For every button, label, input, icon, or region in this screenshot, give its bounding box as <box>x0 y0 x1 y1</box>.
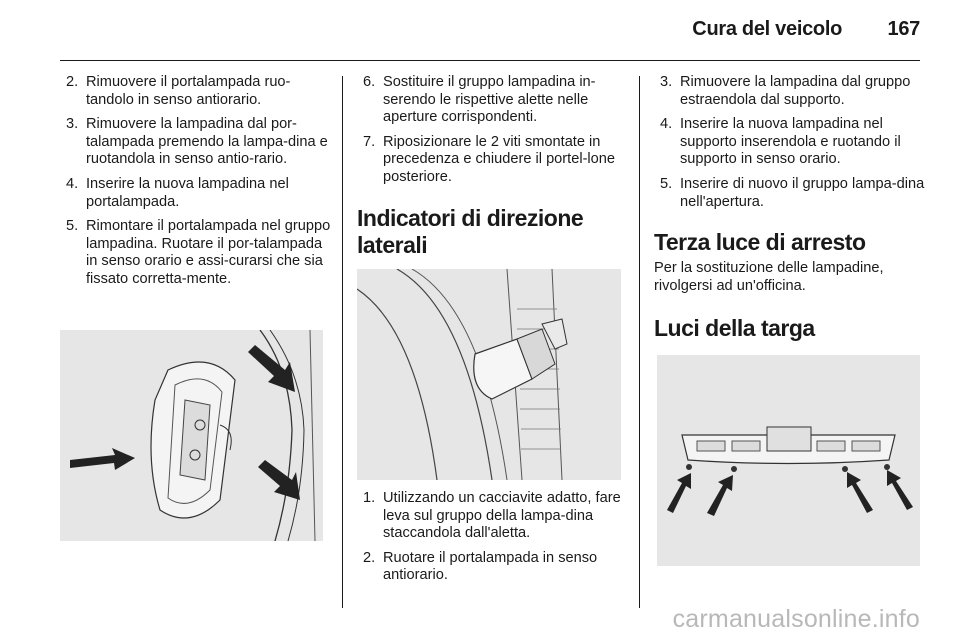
steps-list-col1 <box>60 74 332 289</box>
steps-list-col2-bottom <box>357 490 631 585</box>
list-item: 1. Utilizzando un cacciavite adatto, fare leva sul gruppo della lampa-dina staccandola dall'aletta. <box>363 490 621 542</box>
column-2-bottom <box>357 490 631 592</box>
section-title: Cura del veicolo <box>692 18 842 40</box>
heading-license-plate-lights: Luci della targa <box>654 315 815 342</box>
figure-license-plate-lights <box>657 355 920 566</box>
brake-light-text: Per la sostituzione delle lampadine, rivolgersi ad un'officina. <box>654 260 884 294</box>
page-header <box>60 14 920 48</box>
list-item: 5. Inserire di nuovo il gruppo lampa-dina nell'apertura. <box>660 175 925 210</box>
header-rule <box>60 60 920 61</box>
heading-third-brake-light: Terza luce di arresto <box>654 229 866 256</box>
list-item: 4. Inserire la nuova lampadina nel portalampada. <box>66 175 289 210</box>
list-item: 2. Rimuovere il portalampada ruo-tandolo in senso antiorario. <box>66 74 291 108</box>
list-item: 7. Riposizionare le 2 viti smontate in precedenza e chiudere il portel-lone posteriore. <box>363 133 616 185</box>
figure-rear-lamp <box>60 330 323 541</box>
list-item: 5. Rimontare il portalampada nel gruppo lampadina. Ruotare il por-talampada in senso orario e assi-curarsi che sia fissato corretta-mente. <box>66 218 331 287</box>
column-3 <box>654 74 930 342</box>
column-1 <box>60 74 332 296</box>
column-2 <box>357 74 631 259</box>
list-item: 4. Inserire la nuova lampadina nel supporto inserendola e ruotando il supporto in senso orario. <box>660 116 901 168</box>
page-number: 167 <box>887 18 920 40</box>
column-divider-1 <box>342 76 343 608</box>
figure-side-indicator <box>357 269 621 480</box>
list-item: 3. Rimuovere la lampadina dal gruppo estraendola dal supporto. <box>660 74 911 108</box>
column-divider-2 <box>639 76 640 608</box>
list-item: 6. Sostituire il gruppo lampadina in-serendo le rispettive alette nelle aperture corrispondenti. <box>363 74 596 126</box>
steps-list-col3 <box>654 74 930 211</box>
heading-side-indicators: Indicatori di direzione laterali <box>357 204 584 258</box>
watermark: carmanualsonline.info <box>672 605 920 633</box>
steps-list-col2-top <box>357 74 631 187</box>
list-item: 2. Ruotare il portalampada in senso antiorario. <box>363 549 598 584</box>
list-item: 3. Rimuovere la lampadina dal por-talampada premendo la lampa-dina e ruotandola in senso antio-rario. <box>66 116 328 168</box>
